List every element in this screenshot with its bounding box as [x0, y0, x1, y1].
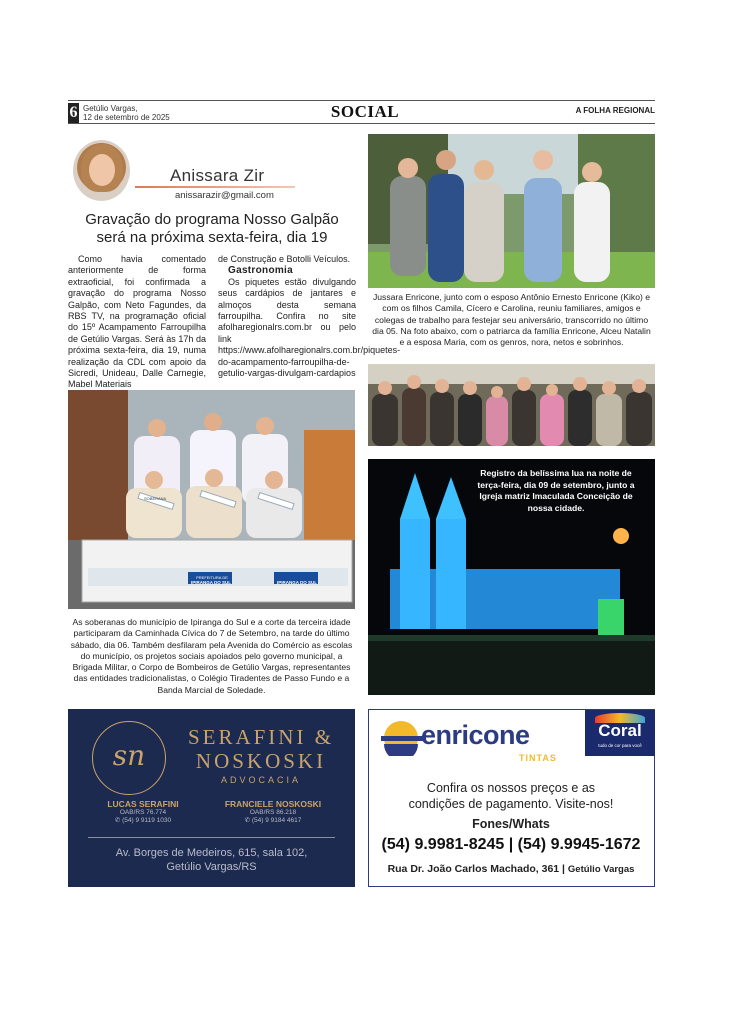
article-paragraph: Os piquetes estão divulgando seus cardápios de jantares e almoços desta semana farroupilha. Confira no site afolharegionalrs.com.br ou pelo link https://www.afolharegionalrs.com.br/piquetes-do-acampamento-farroupilha-de-getulio-vargas-divulgam-cardapios: [218, 276, 401, 379]
enricone-brand-sub: TINTAS: [519, 753, 557, 763]
enricone-offer-line-2: condições de pagamento. Visite-nos!: [408, 797, 614, 811]
lawyer-1-oab: OAB/RS 76.774: [119, 809, 167, 816]
coral-tagline: tudo de cor para você: [598, 743, 642, 748]
article-paragraph-lead: de Construção e Botolli Veículos.: [218, 254, 351, 264]
enricone-offer: [369, 780, 653, 812]
ad-address-line-1: Av. Borges de Medeiros, 615, sala 102,: [115, 847, 308, 859]
lawyer-2-name: FRANCIELE NOSKOSKI: [224, 799, 322, 809]
parade-photo-caption: As soberanas do município de Ipiranga do Sul e a corte da terceira idade participaram da Caminhada Cívica do 7 de Setembro, na tarde do último sábado, dia 06. Também desfilaram pela Avenida do Comércio as escolas do município, os projetos sociais apoiados pelo governo municipal, a Brigada Militar, o Corpo de Bombeiros de Getúlio Vargas, representantes das entidades tradicionalistas, o Colégio Tiradentes de Passo Fundo e a Banda Marcial de Soledade.: [70, 617, 353, 695]
ad-firm-subtitle: ADVOCACIA: [220, 775, 301, 785]
ad-serafini-noskoski[interactable]: [68, 709, 355, 887]
church-caption: Registro da belíssima lua na noite de terça-feira, dia 09 de setembro, junto a Igreja matriz Imaculada Conceição de nossa cidade.: [477, 468, 635, 513]
ad-lawyer-1: [88, 799, 198, 824]
family-photo-caption: Jussara Enricone, junto com o esposo Antônio Ernesto Enricone (Kiko) e com os filhos Camila, Cícero e Carolina, reuniu familiares, amigos e colegas de trabalho para festejar seu aniversário, transcorrido no último dia 05. Na foto abaixo, com o patriarca da família Enricone, Alceu Natalin e a esposa Maria, com os genros, nora, netos e sobrinhos.: [372, 292, 651, 348]
ad-lawyer-2: [208, 799, 338, 824]
lawyer-2-phone-row: [208, 816, 338, 824]
header-bottom-rule: [68, 123, 655, 124]
enricone-address: Rua Dr. João Carlos Machado, 361 |: [387, 863, 565, 875]
header-top-rule: [68, 100, 655, 101]
ad-address-line-2: Getúlio Vargas/RS: [166, 861, 257, 873]
ad-divider: [88, 837, 335, 838]
paper-name: A FOLHA REGIONAL: [575, 106, 655, 115]
enricone-city: Getúlio Vargas: [567, 864, 635, 875]
headline-line-1: Gravação do programa Nosso Galpão: [85, 211, 339, 228]
truck-sign: IPIRANGA DO SUL: [190, 580, 232, 585]
lawyer-1-phone-row: [88, 816, 198, 824]
header-city: Getúlio Vargas,: [83, 104, 138, 113]
header-date: 12 de setembro de 2025: [83, 113, 170, 122]
columnist-underline: [135, 186, 295, 188]
ad-address: [68, 846, 355, 874]
enricone-contact-label: Fones/Whats: [472, 817, 550, 831]
ad-enricone-tintas[interactable]: [368, 709, 655, 887]
whatsapp-icon: ✆: [114, 817, 121, 824]
family-group-photo: [368, 364, 655, 446]
article-paragraph: Como havia comentado anteriormente de forma extraoficial, foi confirmada a gravação do programa Nosso Galpão, com Neto Fagundes, da RBS TV, na programação oficial do 15º Acampamento Farroupilha de Getúlio Vargas. Será às 17h da próxima sexta-feira, dia 19, numa realização da CDL com apoio da Sicredi, Unideau, Dalle Carnegie, Mabel Materiais: [68, 254, 206, 390]
coral-wordmark: Coral: [598, 721, 642, 740]
enricone-logo-icon: [381, 720, 425, 756]
enricone-brand: enricone: [421, 720, 530, 750]
lawyer-2-oab: OAB/RS 86.218: [249, 809, 297, 816]
truck-sign-small: PREFEITURA DE: [196, 575, 228, 580]
lawyer-1-name: LUCAS SERAFINI: [107, 799, 179, 809]
columnist-name: Anissara Zir: [170, 166, 265, 185]
enricone-address-row: [369, 863, 653, 875]
sash-text: SOBERANA: [144, 496, 167, 501]
whatsapp-icon: ✆: [244, 817, 251, 824]
family-photo: [368, 134, 655, 288]
enricone-phones: (54) 9.9981-8245 | (54) 9.9945-1672: [381, 836, 641, 853]
columnist-email: anissarazir@gmail.com: [175, 190, 274, 201]
article-headline: [68, 211, 356, 247]
enricone-offer-line-1: Confira os nossos preços e as: [426, 781, 596, 795]
parade-photo: [68, 390, 355, 609]
page-number: 6: [69, 104, 78, 121]
ad-firm-line-1: SERAFINI &: [187, 725, 335, 749]
ad-logo-monogram: sn: [112, 739, 146, 772]
article-column-1: [68, 254, 206, 391]
article-column-2: [218, 254, 401, 379]
section-title: SOCIAL: [330, 102, 400, 121]
coral-logo: [585, 710, 655, 756]
church-photo: [368, 459, 655, 695]
truck-sign-2: IPIRANGA DO SUL: [276, 580, 318, 585]
headline-line-2: será na próxima sexta-feira, dia 19: [96, 229, 328, 246]
article-subhead: Gastronomia: [228, 265, 293, 277]
ad-firm-name: [176, 725, 346, 773]
lawyer-1-phone: (54) 9 9119 1030: [122, 817, 172, 824]
columnist-avatar: [73, 140, 130, 201]
ad-firm-line-2: NOSKOSKI: [195, 749, 327, 773]
lawyer-2-phone: (54) 9 9184 4617: [251, 817, 302, 824]
